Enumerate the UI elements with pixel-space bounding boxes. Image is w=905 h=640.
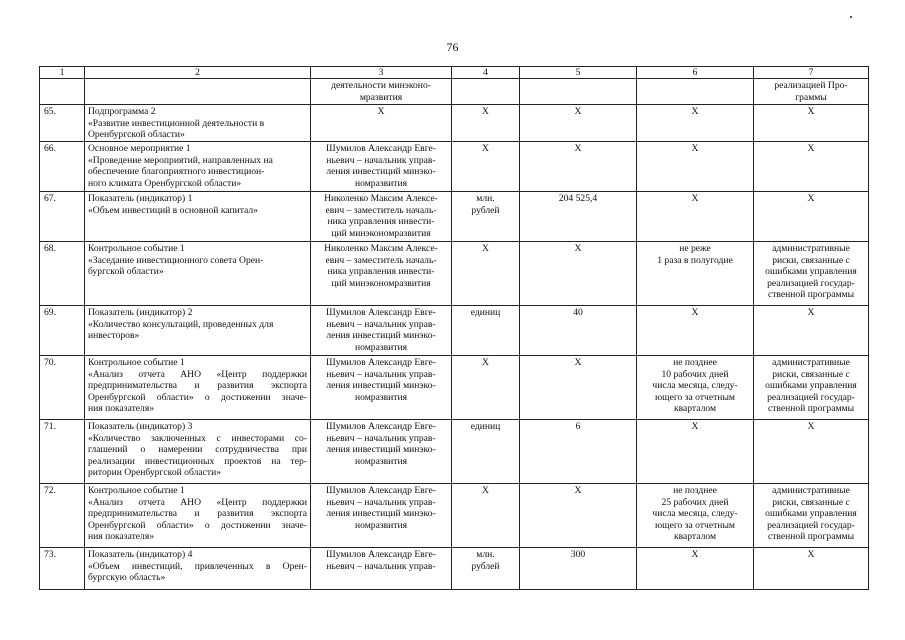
text-line: номразвития (354, 519, 408, 531)
cell-deadline (637, 484, 754, 548)
text-line: ньевич – начальник управ- (326, 432, 436, 444)
text-line: Контрольное событие 1 (88, 243, 185, 255)
text-line: Подпрограмма 2 (88, 106, 156, 118)
text-line: ций минэкономразвития (331, 227, 431, 239)
text-line: Х (807, 549, 815, 561)
text-line: Х (574, 485, 582, 497)
text-line: евич – заместитель началь- (325, 254, 437, 266)
text-line: Х (691, 143, 699, 155)
text-line: ошибками управления (765, 508, 857, 520)
cell-risk (754, 192, 869, 242)
text-line: ньевич – начальник управ- (326, 496, 436, 508)
text-line: Х (807, 307, 815, 319)
cell-row-number: 68. (40, 242, 85, 306)
text-line: Х (482, 106, 489, 118)
text-line: Х (691, 307, 699, 319)
cell-row-number: 72. (40, 484, 85, 548)
text-line: номразвития (354, 391, 408, 403)
cell-row-number: 67. (40, 192, 85, 242)
text-line: ошибками управления (765, 380, 857, 392)
text-line: ника управления инвести- (327, 216, 435, 228)
cell-item-name (85, 105, 311, 142)
text-line: Х (691, 106, 699, 118)
text-line: административные (772, 243, 850, 255)
cell-item-name (85, 242, 311, 306)
text-line: бургской области» (88, 266, 164, 278)
text-line: Показатель (индикатор) 2 (88, 307, 193, 319)
text-line: ления инвестиций минэко- (326, 166, 436, 178)
cell-risk (754, 484, 869, 548)
text-line: 1 раза в полугодие (657, 254, 733, 266)
cell-value (520, 356, 637, 420)
text-line: ния показателя» (88, 403, 155, 415)
text-line: «Анализ отчета АНО «Центр поддержки (88, 368, 307, 380)
column-number: 5 (520, 67, 637, 79)
text-line: Показатель (индикатор) 3 (88, 421, 193, 433)
text-line: Х (574, 106, 582, 118)
cell-responsible (311, 142, 452, 192)
text-line: ления инвестиций минэко- (326, 380, 436, 392)
text-line: ния показателя» (88, 531, 155, 543)
text-line: Х (807, 143, 815, 155)
cell-item-name (85, 420, 311, 484)
cell-value (520, 306, 637, 356)
cell-row-number: 71. (40, 420, 85, 484)
table-row (40, 142, 869, 192)
text-line: «Количество консультаций, проведенных для (88, 318, 274, 330)
cell-continuation-risk (754, 79, 869, 105)
table-row (40, 356, 869, 420)
text-line: числа месяца, следу- (652, 380, 738, 392)
text-line: ственной программы (767, 403, 855, 415)
column-number: 3 (311, 67, 452, 79)
cell-row-number: 73. (40, 548, 85, 590)
text-line: Х (691, 549, 699, 561)
page-number: 76 (446, 40, 459, 54)
continuation-row (40, 79, 869, 105)
cell-responsible (311, 242, 452, 306)
cell-value (520, 105, 637, 142)
text-line: реализацией государ- (767, 519, 855, 531)
cell-unit (452, 356, 520, 420)
text-line: Х (482, 143, 489, 155)
text-line: Оренбургской области» о достижении значе- (88, 519, 307, 531)
cell-row-number: 70. (40, 356, 85, 420)
text-line: кварталом (673, 531, 717, 543)
text-line: Шумилов Александр Евге- (326, 143, 436, 155)
text-line: предпринимательства и развития экспорта (88, 508, 307, 520)
column-numbers-row (40, 67, 869, 79)
cell-value (520, 484, 637, 548)
text-line: административные (772, 357, 850, 369)
cell-deadline (637, 356, 754, 420)
text-line: Контрольное событие 1 (88, 357, 185, 369)
text-line: предпринимательства и развития экспорта (88, 380, 307, 392)
cell-risk (754, 306, 869, 356)
text-line: Шумилов Александр Евге- (326, 549, 436, 561)
text-line: реализацией Про- (774, 80, 848, 92)
cell-value (520, 548, 637, 590)
text-line: ций минэкономразвития (331, 277, 431, 289)
text-line: кварталом (673, 403, 717, 415)
text-line: Николенко Максим Алексе- (324, 193, 438, 205)
text-line: Показатель (индикатор) 1 (88, 193, 193, 205)
cell-responsible (311, 484, 452, 548)
cell-empty (637, 79, 754, 105)
text-line: единиц (470, 307, 501, 319)
text-line: ственной программы (767, 531, 855, 543)
cell-empty (85, 79, 311, 105)
cell-deadline (637, 420, 754, 484)
table-row (40, 484, 869, 548)
text-line: бургскую область» (88, 572, 166, 584)
text-line: ника управления инвести- (327, 266, 435, 278)
text-line: «Развитие инвестиционной деятельности в (88, 117, 265, 129)
cell-row-number: 65. (40, 105, 85, 142)
text-line: Оренбургской области» (88, 129, 185, 141)
cell-deadline (637, 105, 754, 142)
cell-empty (520, 79, 637, 105)
text-line: Шумилов Александр Евге- (326, 357, 436, 369)
table-row (40, 192, 869, 242)
text-line: реализацией государ- (767, 277, 855, 289)
cell-value (520, 242, 637, 306)
text-line: номразвития (354, 177, 408, 189)
text-line: рублей (471, 204, 500, 216)
text-line: Х (482, 243, 489, 255)
text-line: 6 (575, 421, 581, 433)
cell-empty (40, 79, 85, 105)
text-line: не позднее (673, 485, 717, 497)
cell-deadline (637, 142, 754, 192)
scan-speck (850, 16, 852, 18)
cell-item-name (85, 484, 311, 548)
text-line: ошибками управления (765, 266, 857, 278)
text-line: 25 рабочих дней (661, 496, 729, 508)
text-line: ющего за отчетным (655, 519, 735, 531)
text-line: Николенко Максим Алексе- (324, 243, 438, 255)
cell-row-number: 66. (40, 142, 85, 192)
text-line: Х (574, 143, 582, 155)
text-line: Шумилов Александр Евге- (326, 307, 436, 319)
cell-row-number: 69. (40, 306, 85, 356)
cell-deadline (637, 242, 754, 306)
cell-item-name (85, 142, 311, 192)
cell-unit (452, 192, 520, 242)
cell-responsible (311, 356, 452, 420)
text-line: Х (482, 485, 489, 497)
text-line: ньевич – начальник управ- (326, 154, 436, 166)
text-line: Х (377, 106, 385, 118)
cell-risk (754, 105, 869, 142)
cell-responsible (311, 192, 452, 242)
text-line: 40 (573, 307, 583, 319)
table-row (40, 242, 869, 306)
text-line: глашений о намерении сотрудничества при (88, 444, 307, 456)
text-line: Х (574, 357, 582, 369)
cell-deadline (637, 192, 754, 242)
text-line: Х (807, 106, 815, 118)
column-number: 7 (754, 67, 869, 79)
cell-risk (754, 142, 869, 192)
text-line: рублей (471, 560, 500, 572)
column-number: 1 (40, 67, 85, 79)
text-line: евич – заместитель началь- (325, 204, 437, 216)
text-line: номразвития (354, 455, 408, 467)
program-table (39, 66, 869, 590)
text-line: «Заседание инвестиционного совета Орен- (88, 254, 264, 266)
text-line: ритории Оренбургской области» (88, 467, 222, 479)
text-line: административные (772, 485, 850, 497)
text-line: ющего за отчетным (655, 391, 735, 403)
cell-unit (452, 420, 520, 484)
text-line: Контрольное событие 1 (88, 485, 185, 497)
text-line: Х (482, 357, 489, 369)
text-line: Х (691, 193, 699, 205)
table-row (40, 548, 869, 590)
cell-unit (452, 306, 520, 356)
cell-value (520, 420, 637, 484)
column-number: 6 (637, 67, 754, 79)
text-line: обеспечение благоприятного инвестицион- (88, 166, 265, 178)
cell-unit (452, 548, 520, 590)
cell-risk (754, 356, 869, 420)
text-line: «Анализ отчета АНО «Центр поддержки (88, 496, 307, 508)
cell-value (520, 142, 637, 192)
cell-unit (452, 142, 520, 192)
text-line: Х (807, 421, 815, 433)
text-line: мразвития (359, 91, 403, 103)
text-line: Оренбургской области» о достижении значе- (88, 391, 307, 403)
cell-responsible (311, 105, 452, 142)
column-number: 4 (452, 67, 520, 79)
text-line: реализацией государ- (767, 391, 855, 403)
text-line: реализации инвестиционных проектов на тер- (88, 455, 307, 467)
text-line: «Объем инвестиций в основной капитал» (88, 204, 258, 216)
text-line: ньевич – начальник управ- (326, 368, 436, 380)
text-line: Основное мероприятие 1 (88, 143, 191, 155)
table-row (40, 105, 869, 142)
text-line: «Проведение мероприятий, направленных на (88, 154, 273, 166)
cell-continuation-responsible (311, 79, 452, 105)
text-line: млн. (476, 193, 495, 205)
text-line: 204 525,4 (558, 193, 598, 205)
text-line: млн. (476, 549, 495, 561)
cell-item-name (85, 306, 311, 356)
text-line: риски, связанные с (772, 496, 850, 508)
text-line: «Количество заключенных с инвесторами со- (88, 432, 307, 444)
text-line: 300 (570, 549, 586, 561)
text-line: Шумилов Александр Евге- (326, 485, 436, 497)
text-line: граммы (795, 91, 827, 103)
cell-deadline (637, 306, 754, 356)
text-line: ления инвестиций минэко- (326, 330, 436, 342)
text-line: числа месяца, следу- (652, 508, 738, 520)
column-number: 2 (85, 67, 311, 79)
cell-risk (754, 420, 869, 484)
text-line: риски, связанные с (772, 368, 850, 380)
text-line: 10 рабочих дней (661, 368, 729, 380)
text-line: не реже (679, 243, 711, 255)
text-line: единиц (470, 421, 501, 433)
text-line: Х (691, 421, 699, 433)
cell-risk (754, 242, 869, 306)
cell-item-name (85, 548, 311, 590)
text-line: «Объем инвестиций, привлеченных в Орен- (88, 560, 307, 572)
text-line: Х (807, 193, 815, 205)
text-line: ления инвестиций минэко- (326, 444, 436, 456)
text-line: Показатель (индикатор) 4 (88, 549, 193, 561)
text-line: ньевич – начальник управ- (326, 560, 436, 572)
cell-deadline (637, 548, 754, 590)
text-line: Х (574, 243, 582, 255)
cell-empty (452, 79, 520, 105)
cell-item-name (85, 192, 311, 242)
text-line: ного климата Оренбургской области» (88, 177, 242, 189)
cell-unit (452, 105, 520, 142)
text-line: деятельности минэконо- (331, 80, 431, 92)
text-line: ственной программы (767, 289, 855, 301)
text-line: ньевич – начальник управ- (326, 318, 436, 330)
cell-responsible (311, 420, 452, 484)
cell-unit (452, 242, 520, 306)
cell-risk (754, 548, 869, 590)
table-row (40, 306, 869, 356)
text-line: номразвития (354, 341, 408, 353)
cell-value (520, 192, 637, 242)
text-line: не позднее (673, 357, 717, 369)
text-line: инвесторов» (88, 330, 140, 342)
cell-responsible (311, 306, 452, 356)
cell-responsible (311, 548, 452, 590)
text-line: Шумилов Александр Евге- (326, 421, 436, 433)
text-line: риски, связанные с (772, 254, 850, 266)
cell-item-name (85, 356, 311, 420)
text-line: ления инвестиций минэко- (326, 508, 436, 520)
table-row (40, 420, 869, 484)
cell-unit (452, 484, 520, 548)
